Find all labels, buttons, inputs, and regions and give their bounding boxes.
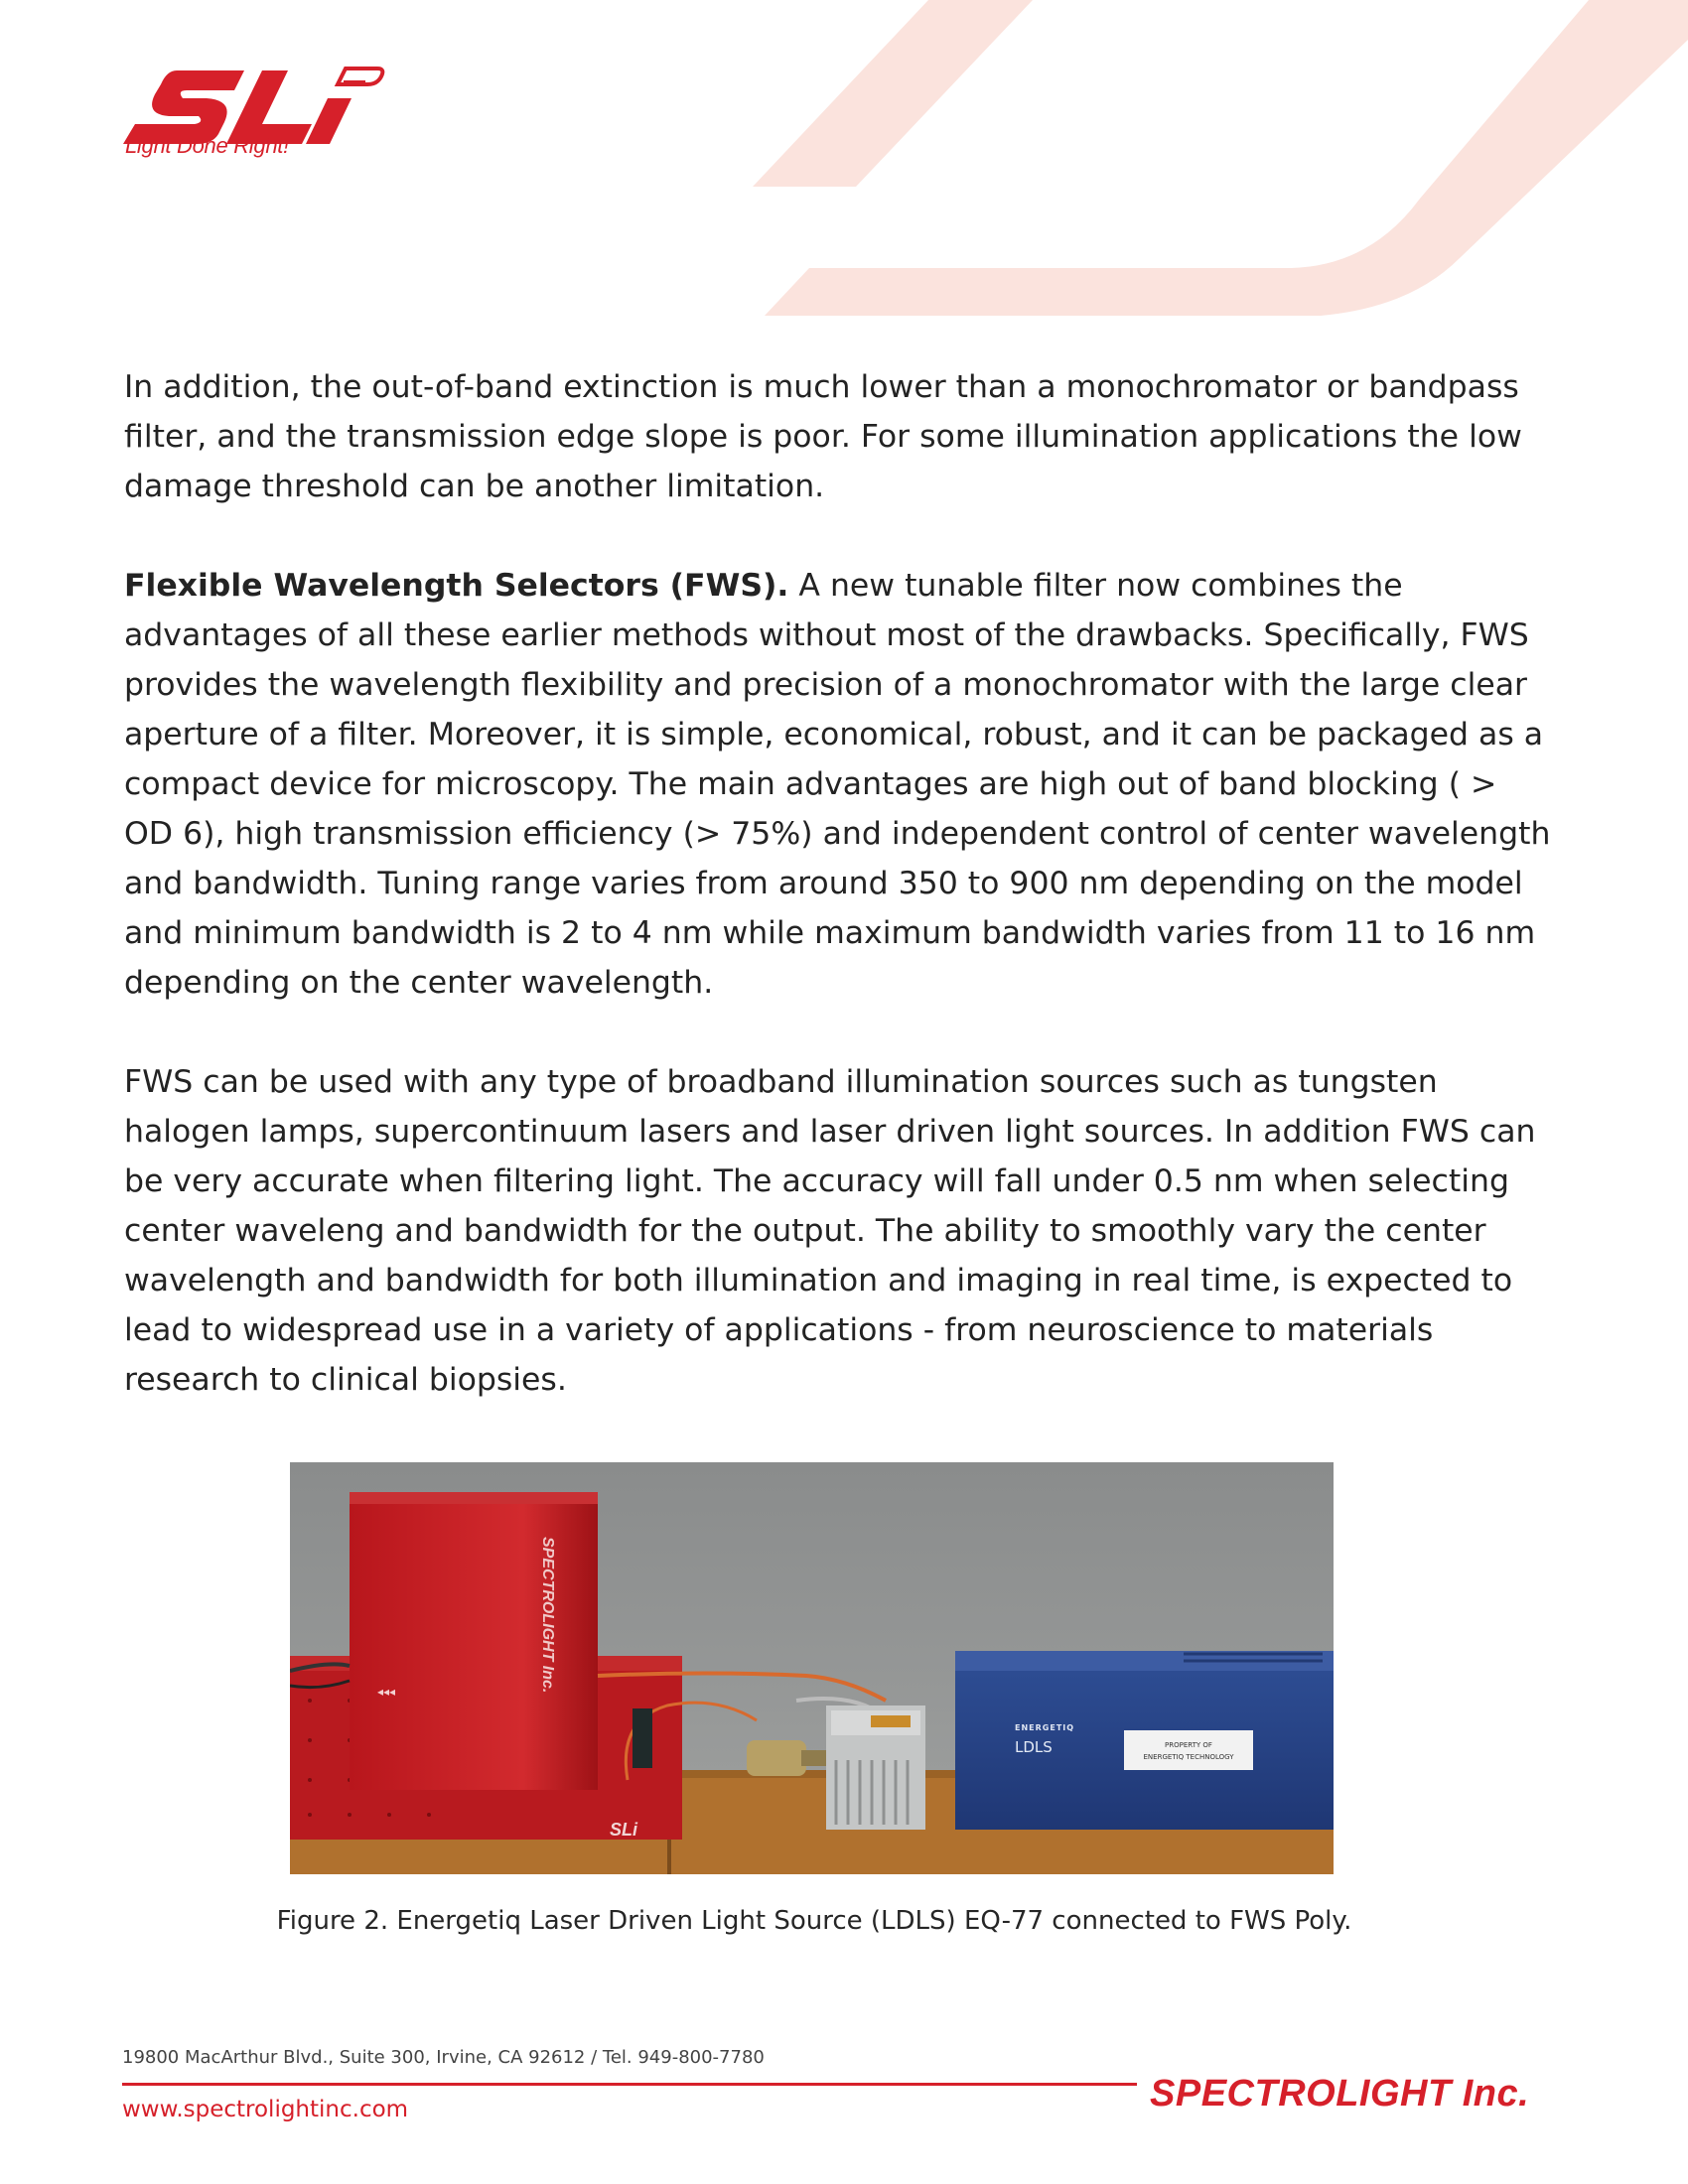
figure-photo	[290, 1462, 1334, 1874]
blue-box-brand: ENERGETIQ	[1015, 1723, 1075, 1732]
sticker-line-1: PROPERTY OF	[1165, 1741, 1212, 1749]
footer-divider	[122, 2083, 1137, 2086]
paragraph-2-text: A new tunable filter now combines the advantages of all these earlier methods without most of the drawbacks. Specifically, FWS provides the wavelength flexibility and precision of a monochromator with the large clear aperture of a filter. Moreover, it is simple, economical, robust, and it can be packaged as a compact device for microscopy. The main advantages are high out of band blocking ( > OD 6), high transmission efficiency (> 75%) and independent control of center wavelength and bandwidth. Tuning range varies from around 350 to 900 nm depending on the model and minimum bandwidth is 2 to 4 nm while maximum bandwidth varies from 11 to 16 nm depending on the center wavelength.	[124, 568, 1551, 1001]
footer-url-link[interactable]: www.spectrolightinc.com	[122, 2097, 409, 2122]
paragraph-3: FWS can be used with any type of broadband illumination sources such as tungsten halogen lamps, supercontinuum lasers and laser driven light sources. In addition FWS can be very accurate when filtering light. The accuracy will fall under 0.5 nm when selecting center waveleng and bandwidth for the output. The ability to smoothly vary the center wavelength and bandwidth for both illumination and imaging in real time, is expected to lead to widespread use in a variety of applications - from neuroscience to materials research to clinical biopsies.	[124, 1064, 1536, 1398]
sticker-line-2: ENERGETIQ TECHNOLOGY	[1143, 1753, 1234, 1761]
paragraph-1: In addition, the out-of-band extinction is much lower than a monochromator or bandpass filter, and the transmission edge slope is poor. For some illumination applications the low damage threshold can be another limitation.	[124, 369, 1522, 504]
figure-caption: Figure 2. Energetiq Laser Driven Light Source (LDLS) EQ-77 connected to FWS Poly.	[276, 1906, 1352, 1936]
equipment-photo	[290, 1462, 1334, 1874]
svg-text:◂◂◂: ◂◂◂	[377, 1685, 396, 1699]
paragraph-2	[124, 561, 1554, 1008]
footer-brand: SPECTROLIGHT Inc.	[1150, 2073, 1530, 2115]
plate-logo: SLi	[610, 1820, 638, 1840]
logo-tagline: Light Done Right!	[125, 133, 289, 158]
footer-address: 19800 MacArthur Blvd., Suite 300, Irvine, CA 92612 / Tel. 949-800-7780	[122, 2047, 765, 2068]
blue-box-model: LDLS	[1015, 1738, 1053, 1756]
paragraph-2-heading: Flexible Wavelength Selectors (FWS).	[124, 568, 789, 604]
red-box-label: SPECTROLIGHT Inc.	[539, 1537, 556, 1694]
article-body	[124, 362, 1554, 1454]
